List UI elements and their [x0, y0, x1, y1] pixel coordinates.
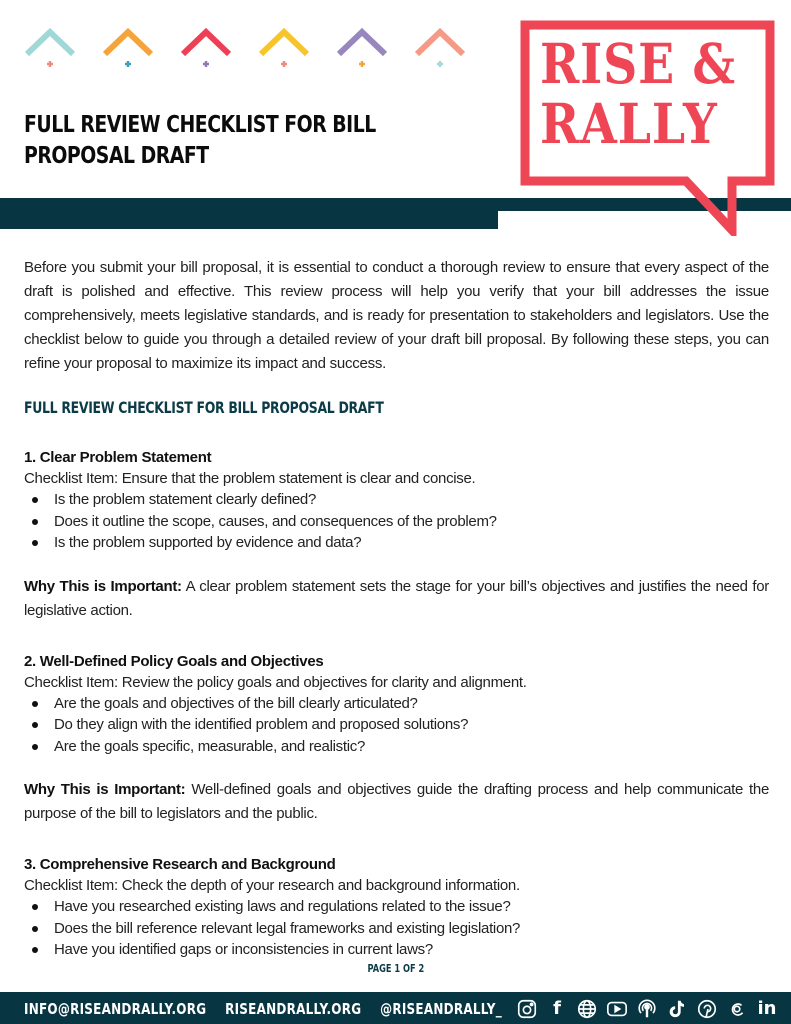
- facebook-icon[interactable]: [546, 998, 568, 1020]
- checklist-item: [24, 447, 769, 623]
- checklist-item-description: Checklist Item: Check the depth of your research and background information.: [24, 877, 520, 894]
- page-number: [0, 962, 791, 975]
- logo-line1: RISE &: [540, 31, 736, 96]
- list-item: [24, 918, 769, 940]
- bullet-icon: [32, 519, 38, 525]
- page-title-line1: FULL REVIEW CHECKLIST FOR BILL: [24, 112, 376, 138]
- list-item: [24, 532, 769, 554]
- page-title-line2: PROPOSAL DRAFT: [24, 143, 209, 169]
- list-item: [24, 896, 769, 918]
- page-title: [24, 110, 418, 172]
- social-icons: [516, 997, 778, 1021]
- chevron-up-plus-icon: [100, 26, 156, 68]
- bullet-text: Have you identified gaps or inconsistencies in current laws?: [54, 941, 433, 958]
- pinterest-icon[interactable]: [696, 998, 718, 1020]
- threads-icon[interactable]: [726, 998, 748, 1020]
- checklist-bullets: [24, 693, 769, 758]
- checklist-item: [24, 651, 769, 827]
- page-number-text: PAGE 1 OF 2: [367, 962, 424, 975]
- decorative-chevrons: [22, 26, 482, 74]
- youtube-icon[interactable]: [606, 998, 628, 1020]
- chevron-up-plus-icon: [412, 26, 468, 68]
- why-text: Well-defined goals and objectives guide the drafting process and help communicate the purpose of the bill to legislators and the public.: [24, 781, 769, 822]
- logo-text: [540, 31, 736, 156]
- bullet-icon: [32, 701, 38, 707]
- checklist-item-title: 1. Clear Problem Statement: [24, 449, 212, 466]
- intro-paragraph: Before you submit your bill proposal, it is essential to conduct a thorough review to ensure that every aspect of the draft is polished and effective. This review process will help you verify that your bill addresses the issue comprehensively, meets legislative standards, and is ready for presentation to stakeholders and legislators. Use the checklist below to guide you through a detailed review of your draft bill proposal. By following these steps, you can refine your proposal to maximize its impact and success.: [24, 259, 769, 372]
- section-heading: FULL REVIEW CHECKLIST FOR BILL PROPOSAL DRAFT: [24, 398, 384, 417]
- list-item: [24, 736, 769, 758]
- bullet-icon: [32, 540, 38, 546]
- why-text: A clear problem statement sets the stage for your bill’s objectives and justifies the need for legislative action.: [24, 577, 769, 619]
- checklist-item-description: Checklist Item: Review the policy goals and objectives for clarity and alignment.: [24, 673, 527, 691]
- checklist-bullets: [24, 896, 769, 961]
- podcast-icon[interactable]: [636, 998, 658, 1020]
- bullet-text: Is the problem statement clearly defined?: [54, 491, 317, 508]
- why-important: [24, 778, 769, 826]
- checklist-item-description: Checklist Item: Ensure that the problem statement is clear and concise.: [24, 470, 476, 487]
- bullet-icon: [32, 904, 38, 910]
- bullet-icon: [32, 926, 38, 932]
- bullet-text: Is the problem supported by evidence and data?: [54, 534, 362, 551]
- linkedin-glyph: in: [757, 998, 777, 1019]
- bullet-text: Does the bill reference relevant legal frameworks and existing legislation?: [54, 919, 521, 937]
- linkedin-icon[interactable]: [756, 998, 778, 1020]
- why-important: [24, 575, 769, 623]
- chevron-up-plus-icon: [22, 26, 78, 68]
- checklist-item-title: 2. Well-Defined Policy Goals and Objectives: [24, 652, 324, 670]
- list-item: [24, 489, 769, 511]
- footer-email-link[interactable]: INFO@RISEANDRALLY.ORG: [24, 1000, 207, 1018]
- bullet-icon: [32, 947, 38, 953]
- instagram-icon[interactable]: [516, 998, 538, 1020]
- why-label: Why This is Important:: [24, 781, 186, 798]
- bullet-text: Does it outline the scope, causes, and consequences of the problem?: [54, 512, 497, 530]
- facebook-glyph: f: [553, 998, 561, 1019]
- list-item: [24, 714, 769, 736]
- footer-bar: [0, 992, 791, 1024]
- why-label: Why This is Important:: [24, 577, 182, 595]
- header-bar: [0, 198, 498, 229]
- globe-icon[interactable]: [576, 998, 598, 1020]
- bullet-text: Do they align with the identified problem and proposed solutions?: [54, 716, 469, 733]
- chevron-up-plus-icon: [178, 26, 234, 68]
- chevron-up-plus-icon: [256, 26, 312, 68]
- bullet-text: Are the goals specific, measurable, and realistic?: [54, 737, 366, 755]
- checklist-bullets: [24, 489, 769, 554]
- checklist-item: [24, 854, 769, 961]
- bullet-text: Have you researched existing laws and regulations related to the issue?: [54, 898, 511, 915]
- list-item: [24, 511, 769, 533]
- bullet-icon: [32, 497, 38, 503]
- checklist-item-title: 3. Comprehensive Research and Background: [24, 856, 336, 873]
- list-item: [24, 693, 769, 715]
- footer-contact: [24, 1000, 516, 1018]
- logo-line2: RALLY: [540, 91, 718, 156]
- list-item: [24, 939, 769, 961]
- chevron-up-plus-icon: [334, 26, 390, 68]
- bullet-icon: [32, 722, 38, 728]
- bullet-icon: [32, 744, 38, 750]
- document-body: [24, 256, 769, 961]
- footer-website-link[interactable]: RISEANDRALLY.ORG: [225, 1000, 362, 1018]
- footer-handle-link[interactable]: @RISEANDRALLY_: [380, 1000, 502, 1018]
- bullet-text: Are the goals and objectives of the bill clearly articulated?: [54, 694, 418, 712]
- tiktok-icon[interactable]: [666, 998, 688, 1020]
